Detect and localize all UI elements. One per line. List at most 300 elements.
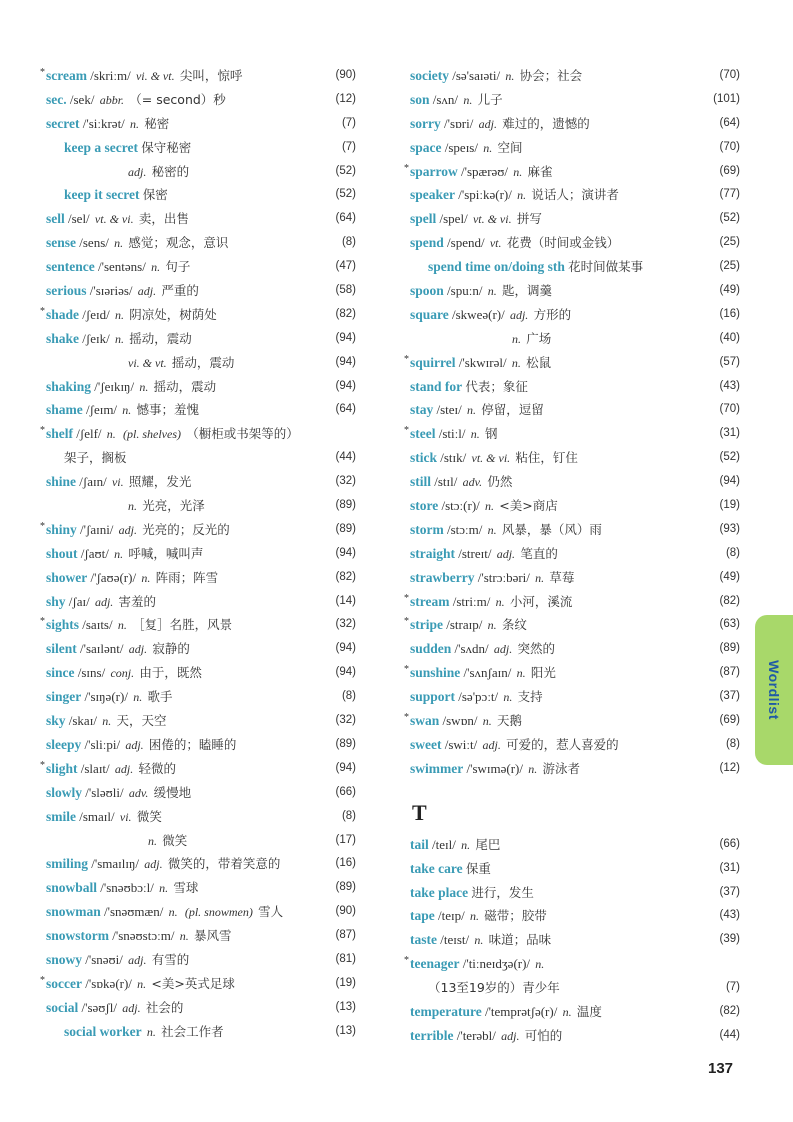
chinese-definition: 秘密 <box>144 115 170 131</box>
wordlist-entry <box>410 183 740 207</box>
headword: shade <box>46 306 80 322</box>
chinese-definition: 光亮，光泽 <box>142 498 205 514</box>
chinese-definition: <美>英式足球 <box>151 975 235 991</box>
chinese-definition: 架子，搁板 <box>64 450 127 466</box>
wordlist-entry <box>46 709 356 733</box>
headword: secret <box>46 115 80 131</box>
phonetic: /'ʃeɪkɪŋ/ <box>94 378 135 394</box>
chinese-definition: 空间 <box>497 139 523 155</box>
part-of-speech: adj. <box>482 737 501 752</box>
phonetic: /striːm/ <box>452 593 491 609</box>
unit-page-ref: (94) <box>335 666 356 679</box>
chinese-definition: 寂静的 <box>152 641 190 657</box>
headword: straight <box>410 545 455 561</box>
unit-page-ref: (94) <box>335 379 356 392</box>
unit-page-ref: (31) <box>719 861 740 874</box>
chinese-definition: 卖，出售 <box>138 211 189 227</box>
unit-page-ref: (32) <box>335 714 356 727</box>
unit-page-ref: (87) <box>335 929 356 942</box>
unit-page-ref: (37) <box>719 885 740 898</box>
headword: steel <box>410 426 436 442</box>
headword: still <box>410 474 432 490</box>
headword: squirrel <box>410 354 456 370</box>
unit-page-ref: (70) <box>719 140 740 153</box>
chinese-definition: 代表；象征 <box>465 378 528 394</box>
chinese-definition: 缓慢地 <box>153 784 192 800</box>
headword: scream <box>46 68 87 83</box>
unit-page-ref: (89) <box>335 881 356 894</box>
headword: shiny <box>46 521 77 537</box>
headword: shame <box>46 402 83 418</box>
headword: support <box>410 689 456 705</box>
phonetic: /teɪp/ <box>438 908 465 924</box>
phonetic: /skaɪ/ <box>68 713 97 729</box>
phonetic: /spel/ <box>439 211 468 227</box>
chinese-definition: 笔直的 <box>520 545 558 561</box>
chinese-definition: 停留，逗留 <box>481 402 544 418</box>
unit-page-ref: (94) <box>335 761 356 774</box>
wordlist-entry <box>46 924 356 948</box>
phonetic: /'snəʊi/ <box>85 951 123 967</box>
headword: sec. <box>46 91 67 107</box>
chinese-definition: 感觉；观念，意识 <box>128 235 229 251</box>
unit-page-ref: (63) <box>719 618 740 631</box>
wordlist-entry <box>46 805 356 829</box>
phonetic: /teɪst/ <box>440 932 470 948</box>
unit-page-ref: (40) <box>719 331 740 344</box>
part-of-speech: adj. <box>478 116 497 131</box>
part-of-speech: n. <box>122 403 132 418</box>
chinese-definition: 微笑 <box>136 808 162 824</box>
wordlist-entry <box>46 637 356 661</box>
chinese-definition: 摇动，震动 <box>129 330 192 346</box>
wordlist-entry <box>46 829 356 853</box>
unit-page-ref: (16) <box>719 307 740 320</box>
part-of-speech: n. <box>179 929 189 944</box>
chinese-definition: 阵雨；阵雪 <box>155 569 219 585</box>
phonetic: /'snəʊbɔːl/ <box>100 880 154 896</box>
part-of-speech: vi. & vt. <box>135 69 175 83</box>
unit-page-ref: (69) <box>719 164 740 177</box>
unit-page-ref: (8) <box>341 690 356 703</box>
unit-page-ref: (39) <box>719 933 740 946</box>
wordlist-entry <box>40 613 356 637</box>
phonetic: /speɪs/ <box>444 139 478 155</box>
chinese-definition: 摇动，震动 <box>153 378 217 394</box>
section-letter-heading: T <box>412 799 427 825</box>
chinese-definition: 尖叫，惊呼 <box>179 68 243 83</box>
chinese-definition: 有雪的 <box>151 951 190 967</box>
headword: terrible <box>410 1027 454 1043</box>
unit-page-ref: (8) <box>725 737 740 750</box>
phonetic: /streɪt/ <box>458 545 492 561</box>
part-of-speech: adj. <box>128 952 147 967</box>
part-of-speech: n. <box>146 1024 156 1039</box>
part-of-speech: vi. <box>119 809 132 824</box>
chinese-definition: 游泳者 <box>542 760 580 776</box>
part-of-speech: vi. & vt. <box>128 355 167 370</box>
phonetic: /straɪp/ <box>446 617 483 633</box>
wordlist-entry <box>410 88 740 112</box>
part-of-speech: n. <box>106 427 116 442</box>
wordlist-entry <box>410 976 740 1000</box>
headword: smiling <box>46 856 89 872</box>
asterisk-mark: * <box>40 67 45 78</box>
phonetic: /sə'pɔːt/ <box>458 689 499 705</box>
unit-page-ref: (44) <box>719 1028 740 1041</box>
chinese-definition: 风暴，暴（风）雨 <box>501 521 602 537</box>
phonetic: /'siːkrət/ <box>82 115 125 131</box>
wordlist-entry <box>40 518 356 542</box>
chinese-definition: 轻微的 <box>138 760 177 776</box>
part-of-speech: n. <box>517 188 527 203</box>
chinese-definition: 雪球 <box>173 880 199 896</box>
headword: space <box>410 139 442 155</box>
wordlist-entry <box>410 833 740 857</box>
part-of-speech: n. <box>528 761 538 776</box>
headword: sky <box>46 713 66 729</box>
wordlist-entry <box>410 685 740 709</box>
part-of-speech: n. <box>133 690 143 705</box>
headword: shelf <box>46 426 73 442</box>
headword: social <box>46 999 79 1015</box>
phonetic: /'sɪŋə(r)/ <box>84 689 128 705</box>
headword: silent <box>46 641 77 657</box>
part-of-speech: n. <box>512 331 521 346</box>
chinese-definition: 花费（时间或金钱） <box>506 235 620 251</box>
asterisk-mark: * <box>404 162 409 174</box>
chinese-definition: 微笑 <box>162 832 188 848</box>
phonetic: /stɔː(r)/ <box>441 498 480 514</box>
chinese-definition: 粘住，钉住 <box>515 450 578 466</box>
wordlist-entry <box>46 183 356 207</box>
unit-page-ref: (70) <box>719 69 740 81</box>
chinese-definition: 呼喊，喊叫声 <box>128 545 204 561</box>
wordlist-entry <box>410 494 740 518</box>
phonetic: /'swɪmə(r)/ <box>466 760 523 776</box>
headword: sentence <box>46 259 95 275</box>
headword: soccer <box>46 975 82 991</box>
wordlist-entry <box>404 952 740 976</box>
phonetic: /stɔːm/ <box>447 521 483 537</box>
unit-page-ref: (31) <box>719 427 740 440</box>
phonetic: /ʃaɪn/ <box>79 474 107 490</box>
chinese-definition: 说话人；演讲者 <box>531 187 619 203</box>
unit-page-ref: (66) <box>335 785 356 798</box>
unit-page-ref: (70) <box>719 403 740 416</box>
part-of-speech: n. <box>467 403 477 418</box>
unit-page-ref: (57) <box>719 355 740 368</box>
wordlist-entry <box>410 136 740 160</box>
wordlist-entry <box>40 972 356 996</box>
headword: stay <box>410 402 434 418</box>
phonetic: /skweə(r)/ <box>452 306 505 322</box>
wordlist-entry <box>410 64 740 88</box>
chinese-definition: 保重 <box>465 860 491 876</box>
wordlist-entry <box>404 351 740 375</box>
wordlist-entry <box>46 279 356 303</box>
part-of-speech: n. <box>516 666 526 681</box>
asterisk-mark: * <box>404 425 409 437</box>
part-of-speech: n. <box>130 116 140 131</box>
headword: snowball <box>46 880 98 896</box>
asterisk-mark: * <box>404 955 409 967</box>
wordlist-entry <box>404 422 740 446</box>
wordlist-entry <box>46 781 356 805</box>
chinese-definition: 钢 <box>484 426 498 442</box>
wordlist-entry <box>46 948 356 972</box>
headword: sparrow <box>410 163 458 179</box>
headword: tape <box>410 908 435 924</box>
chinese-definition: 由于，既然 <box>139 665 202 681</box>
phonetic: /'terəbl/ <box>456 1027 496 1043</box>
wordlist-entry <box>404 590 740 614</box>
chinese-definition: 严重的 <box>161 283 199 299</box>
chinese-definition: 尾巴 <box>475 836 501 852</box>
part-of-speech: adj. <box>496 546 516 561</box>
wordlist-entry <box>46 661 356 685</box>
headword: spend time on/doing sth <box>428 259 565 275</box>
unit-page-ref: (89) <box>335 522 356 535</box>
phonetic: /'saɪlənt/ <box>80 641 124 657</box>
wordlist-entry <box>46 566 356 590</box>
unit-page-ref: (12) <box>335 92 356 105</box>
wordlist-entry <box>410 207 740 231</box>
wordlist-entry <box>46 900 356 924</box>
unit-page-ref: (69) <box>719 714 740 727</box>
part-of-speech: n. <box>461 837 471 852</box>
headword: stick <box>410 450 437 466</box>
part-of-speech: n. <box>114 307 124 322</box>
part-of-speech: n. <box>102 714 112 729</box>
wordlist-entry <box>410 857 740 881</box>
part-of-speech: adj. <box>144 857 163 872</box>
wordlist-entry <box>46 327 356 351</box>
chinese-definition: 阴凉处，树荫处 <box>129 306 217 322</box>
wordlist-entry <box>46 136 356 160</box>
chinese-definition: 草莓 <box>549 569 575 585</box>
phonetic: /ʃaɪ/ <box>68 593 90 609</box>
part-of-speech: n. <box>141 570 151 585</box>
unit-page-ref: (94) <box>719 475 740 488</box>
headword: swan <box>410 713 440 729</box>
chinese-definition: <美>商店 <box>499 498 558 514</box>
part-of-speech: n. <box>487 522 497 537</box>
part-of-speech: n. <box>148 833 157 848</box>
headword: square <box>410 306 449 322</box>
unit-page-ref: (17) <box>335 833 356 846</box>
phonetic: /'strɔːbəri/ <box>477 569 530 585</box>
chinese-definition: 天鹅 <box>497 713 523 729</box>
unit-page-ref: (37) <box>719 690 740 703</box>
phonetic: /'smaɪlɪŋ/ <box>91 856 140 872</box>
part-of-speech: n. <box>114 331 124 346</box>
part-of-speech: n. <box>469 909 479 924</box>
chinese-definition: 突然的 <box>517 641 556 657</box>
wordlist-entry <box>46 351 356 375</box>
part-of-speech: vt. <box>489 236 502 251</box>
phonetic: /swiːt/ <box>444 736 478 752</box>
wordlist-entry <box>46 590 356 614</box>
unit-page-ref: (64) <box>719 116 740 129</box>
chinese-definition: 困倦的；瞌睡的 <box>148 736 237 752</box>
headword: slowly <box>46 784 83 800</box>
chinese-definition: 协会；社会 <box>519 68 583 83</box>
part-of-speech: adj. <box>128 642 148 657</box>
phonetic: /swɒn/ <box>442 713 478 729</box>
headword: keep it secret <box>64 187 140 203</box>
chinese-definition: 匙，调羹 <box>501 283 552 299</box>
wordlist-entry <box>40 64 356 88</box>
unit-page-ref: (93) <box>719 522 740 535</box>
unit-page-ref: (87) <box>719 666 740 679</box>
phonetic: /'sliːpi/ <box>84 736 121 752</box>
headword: snowman <box>46 904 101 920</box>
headword: son <box>410 91 430 107</box>
chinese-definition: 阳光 <box>530 665 556 681</box>
unit-page-ref: (7) <box>341 140 356 153</box>
wordlist-entry <box>410 637 740 661</box>
headword: serious <box>46 283 87 299</box>
part-of-speech: n. <box>535 957 545 972</box>
part-of-speech: n. <box>513 164 523 179</box>
wordlist-entry <box>46 88 356 112</box>
chinese-definition: 拼写 <box>516 211 542 227</box>
headword: spend <box>410 235 444 251</box>
headword: shine <box>46 474 77 490</box>
chinese-definition: 摇动，震动 <box>171 354 235 370</box>
part-of-speech: n. <box>511 355 521 370</box>
wordlist-entry <box>46 542 356 566</box>
wordlist-entry <box>410 1024 740 1048</box>
unit-page-ref: (47) <box>335 260 356 273</box>
unit-page-ref: (32) <box>335 475 356 488</box>
wordlist-entry <box>40 422 356 446</box>
part-of-speech: n. <box>474 933 484 948</box>
part-of-speech: n. <box>535 570 545 585</box>
part-of-speech: adj. <box>122 1000 141 1015</box>
phonetic: /sɪns/ <box>77 665 106 681</box>
asterisk-mark: * <box>40 520 45 532</box>
unit-page-ref: (25) <box>719 260 740 273</box>
phonetic: /'skwɪrəl/ <box>458 354 507 370</box>
unit-page-ref: (82) <box>335 307 356 320</box>
phonetic: /'ʃaɪni/ <box>80 521 114 537</box>
headword: spoon <box>410 283 444 299</box>
part-of-speech: n. <box>487 284 497 299</box>
page-number: 137 <box>708 1060 734 1077</box>
unit-page-ref: (52) <box>719 212 740 225</box>
headword: keep a secret <box>64 139 138 155</box>
phonetic: /'sʌdn/ <box>454 641 489 657</box>
chinese-definition: 广场 <box>526 330 552 346</box>
unit-page-ref: (94) <box>335 642 356 655</box>
chinese-definition: 可爱的，惹人喜爱的 <box>506 736 619 752</box>
right-column <box>404 64 740 1048</box>
part-of-speech: adj. <box>118 522 138 537</box>
unit-page-ref: (89) <box>335 499 356 512</box>
phonetic: /'sɪəriəs/ <box>89 283 133 299</box>
chinese-definition: 麻雀 <box>527 163 553 179</box>
unit-page-ref: (7) <box>725 981 740 994</box>
phonetic: /'snəʊstɔːm/ <box>112 928 175 944</box>
headword: snowstorm <box>46 928 109 944</box>
part-of-speech: vt. & vi. <box>472 212 512 227</box>
wordlist-entry <box>410 1000 740 1024</box>
chinese-definition: （= second）秒 <box>129 91 226 107</box>
unit-page-ref: (13) <box>335 1024 356 1037</box>
part-of-speech: vt. & vi. <box>94 212 134 227</box>
part-of-speech: n. <box>562 1004 572 1019</box>
wordlist-side-tab[interactable] <box>755 615 793 765</box>
chinese-definition: 方形的 <box>533 306 572 322</box>
wordlist-entry <box>46 1020 356 1044</box>
part-of-speech: n. <box>482 714 492 729</box>
headword: store <box>410 498 439 514</box>
unit-page-ref: (13) <box>335 1000 356 1013</box>
part-of-speech: adj. <box>125 737 144 752</box>
phonetic: /'snəʊmæn/ <box>104 904 164 920</box>
part-of-speech: n. <box>503 690 513 705</box>
wordlist-entry <box>46 375 356 399</box>
asterisk-mark: * <box>40 425 45 437</box>
unit-page-ref: (43) <box>719 909 740 922</box>
wordlist-entry <box>40 303 356 327</box>
wordlist-entry <box>46 231 356 255</box>
phonetic: /stɪk/ <box>440 450 467 466</box>
wordlist-entry <box>46 494 356 518</box>
chinese-definition: 难过的，遗憾的 <box>502 115 590 131</box>
headword: sorry <box>410 115 441 131</box>
part-of-speech: n. <box>114 236 124 251</box>
chinese-definition: 社会的 <box>145 999 184 1015</box>
headword: since <box>46 665 75 681</box>
asterisk-mark: * <box>404 353 409 365</box>
wordlist-entry <box>404 160 740 184</box>
part-of-speech: n. <box>151 260 161 275</box>
phonetic: /'sɒri/ <box>444 115 474 131</box>
plural-note: (pl. snowmen) <box>184 905 253 920</box>
unit-page-ref: (16) <box>335 857 356 870</box>
chinese-definition: 害羞的 <box>118 593 157 609</box>
headword: teenager <box>410 956 460 972</box>
headword: shy <box>46 593 66 609</box>
unit-page-ref: (101) <box>713 92 740 105</box>
wordlist-entry <box>46 733 356 757</box>
headword: slight <box>46 760 78 776</box>
wordlist-entry <box>46 876 356 900</box>
wordlist-entry <box>40 757 356 781</box>
phonetic: /spend/ <box>447 235 485 251</box>
phonetic: /'sentəns/ <box>97 259 146 275</box>
chinese-definition: 儿子 <box>477 91 503 107</box>
unit-page-ref: (58) <box>335 284 356 297</box>
unit-page-ref: (77) <box>719 188 740 201</box>
chinese-definition: ［复］名胜，风景 <box>132 617 233 633</box>
chinese-definition: 歌手 <box>147 689 173 705</box>
chinese-definition: 支持 <box>517 689 543 705</box>
unit-page-ref: (52) <box>335 164 356 177</box>
part-of-speech: n. <box>139 379 149 394</box>
headword: sleepy <box>46 736 82 752</box>
unit-page-ref: (14) <box>335 594 356 607</box>
headword: stand for <box>410 378 463 394</box>
part-of-speech: vt. & vi. <box>471 451 511 466</box>
unit-page-ref: (44) <box>335 451 356 464</box>
phonetic: /sek/ <box>69 91 95 107</box>
part-of-speech: adj. <box>493 642 513 657</box>
headword: storm <box>410 521 444 537</box>
